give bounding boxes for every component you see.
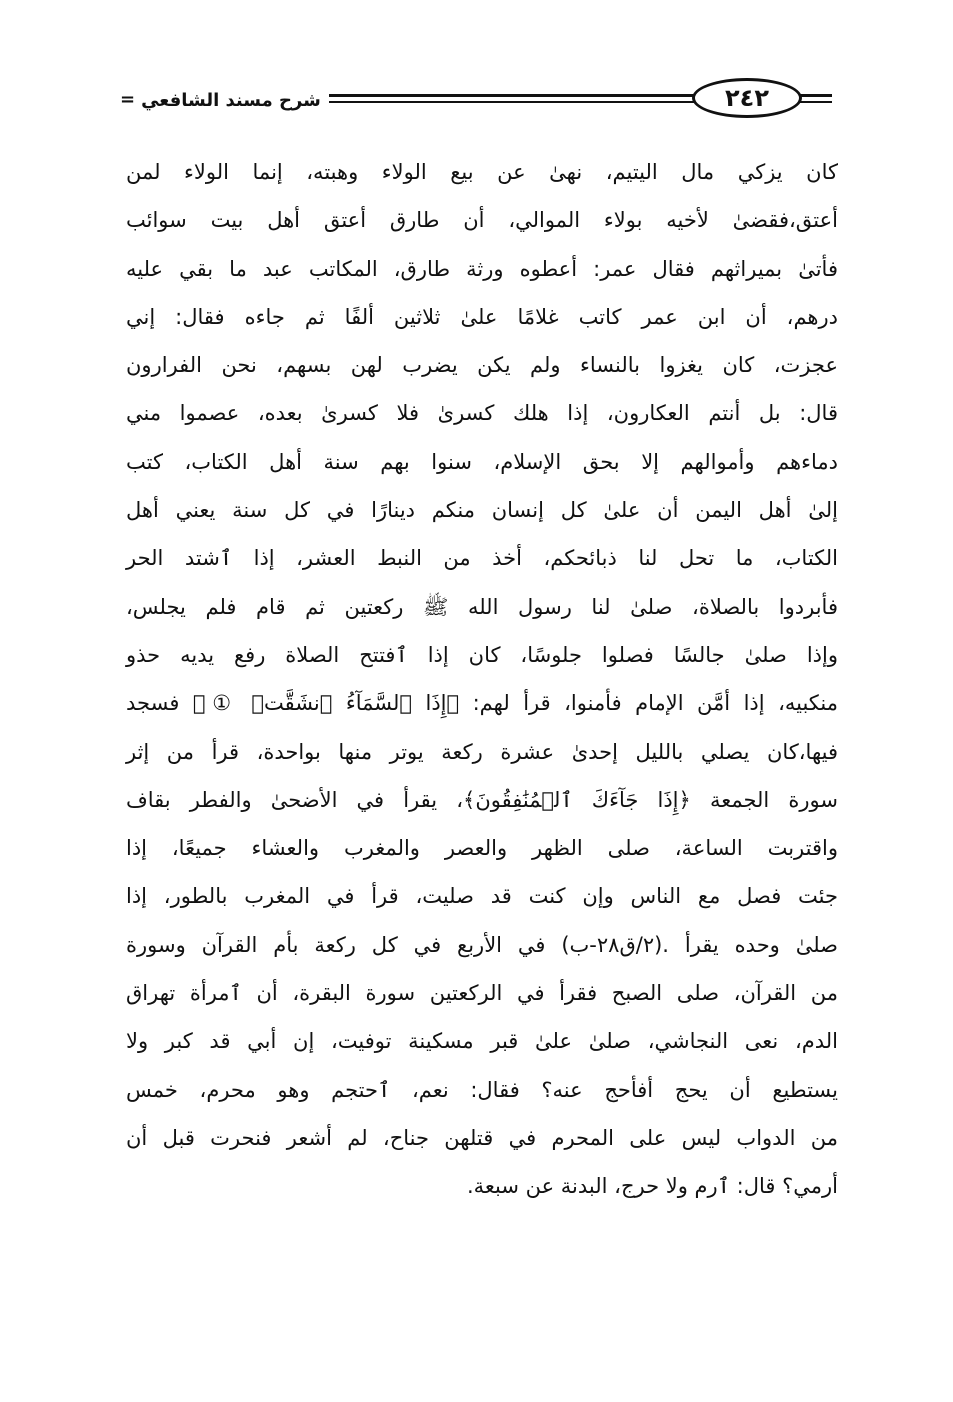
title-end-mark: = bbox=[120, 89, 136, 110]
page-number: ٢٤٢ bbox=[725, 84, 769, 112]
text-line: إلىٰ أهل اليمن أن علىٰ كل إنسان منكم دينارًا في كل سنة يعني أهل bbox=[126, 498, 838, 523]
text-line: دماءهم وأموالهم إلا بحق الإسلام، سنوا بهم سنة أهل الكتاب، كتب bbox=[126, 449, 838, 474]
page-header bbox=[112, 72, 832, 128]
text-line: درهم، أن ابن عمر كاتب غلامًا علىٰ ثلاثين ألفًا ثم جاءه فقال: إني bbox=[126, 304, 838, 329]
text-line: الدم، نعى النجاشي، صلىٰ علىٰ قبر مسكينة توفيت، إن أبي قد كبر ولا bbox=[126, 1029, 838, 1054]
text-line: جئت فصل مع الناس وإن كنت قد صليت، قرأ في المغرب بالطور، إذا bbox=[126, 884, 838, 909]
running-title: شرح مسند الشافعي bbox=[141, 89, 321, 111]
text-line: وإذا صلىٰ جالسًا فصلوا جلوسًا، كان إذا ٱفتتح الصلاة رفع يديه حذو bbox=[126, 642, 838, 667]
page-number-oval bbox=[692, 78, 802, 118]
text-line: صلىٰ وحده يقرأ .(٢/ق٢٨-ب) في الأربع في كل ركعة بأم القرآن وسورة bbox=[126, 932, 838, 957]
text-line: منكبيه، إذا أمَّن الإمام فأمنوا، قرأ لهم: ﴿إِذَا ٱلسَّمَآءُ ٱنشَقَّتۡ ①﴾ فسجد bbox=[126, 691, 838, 716]
text-line: من القرآن، صلى الصبح فقرأ في الركعتين سورة البقرة، أن ٱمرأة تهراق bbox=[126, 981, 838, 1006]
text-line: الكتاب، ما تحل لنا ذبائحكم، أخذ من النبط العشر، إذا ٱشتد الحر bbox=[126, 546, 838, 571]
text-line: واقتربت الساعة، صلى الظهر والعصر والمغرب والعشاء جميعًا، إذا bbox=[126, 836, 838, 861]
text-line: عجزت، كان يغزوا بالنساء ولم يكن يضرب لهن بسهم، نحن الفرارون bbox=[126, 353, 838, 378]
text-line: قال: بل أنتم العكارون، إذا هلك كسرىٰ فلا كسرىٰ بعده، عصموا مني bbox=[126, 401, 838, 426]
text-line: يستطيع أن يحج أفأحج عنه؟ فقال: نعم، ٱحتجم وهو محرم، خمس bbox=[126, 1077, 838, 1102]
body-text bbox=[126, 148, 838, 1211]
text-line: فيها،كان يصلي بالليل إحدىٰ عشرة ركعة يوتر منها بواحدة، قرأ من إثر bbox=[126, 739, 838, 764]
text-line: فأتىٰ بميراثهم فقال عمر: أعطوه ورثة طارق، المكاتب عبد ما بقي عليه bbox=[126, 256, 838, 281]
text-line-last: أرمي؟ قال: ٱرم ولا حرج، البدنة عن سبعة. bbox=[466, 1174, 838, 1199]
text-line: من الدواب ليس على المحرم في قتلهن جناح، لم أشعر فنحرت قبل أن bbox=[126, 1125, 838, 1150]
text-line: فأبردوا بالصلاة، صلىٰ لنا رسول الله ﷺ ركعتين ثم قام فلم يجلس، bbox=[126, 594, 838, 619]
text-line: سورة الجمعة ﴿إِذَا جَآءَكَ ٱلۡمُنَٰفِقُونَ﴾، يقرأ في الأضحىٰ والفطر بقاف bbox=[126, 787, 838, 812]
text-line: كان يزكي مال اليتيم، نهىٰ عن بيع الولاء وهبته، إنما الولاء لمن bbox=[126, 160, 838, 184]
text-line: أعتق،فقضىٰ لأخيه بولاء الموالي، أن طارق أعتق أهل بيت سوائب bbox=[126, 208, 838, 233]
running-title-box bbox=[112, 82, 329, 118]
